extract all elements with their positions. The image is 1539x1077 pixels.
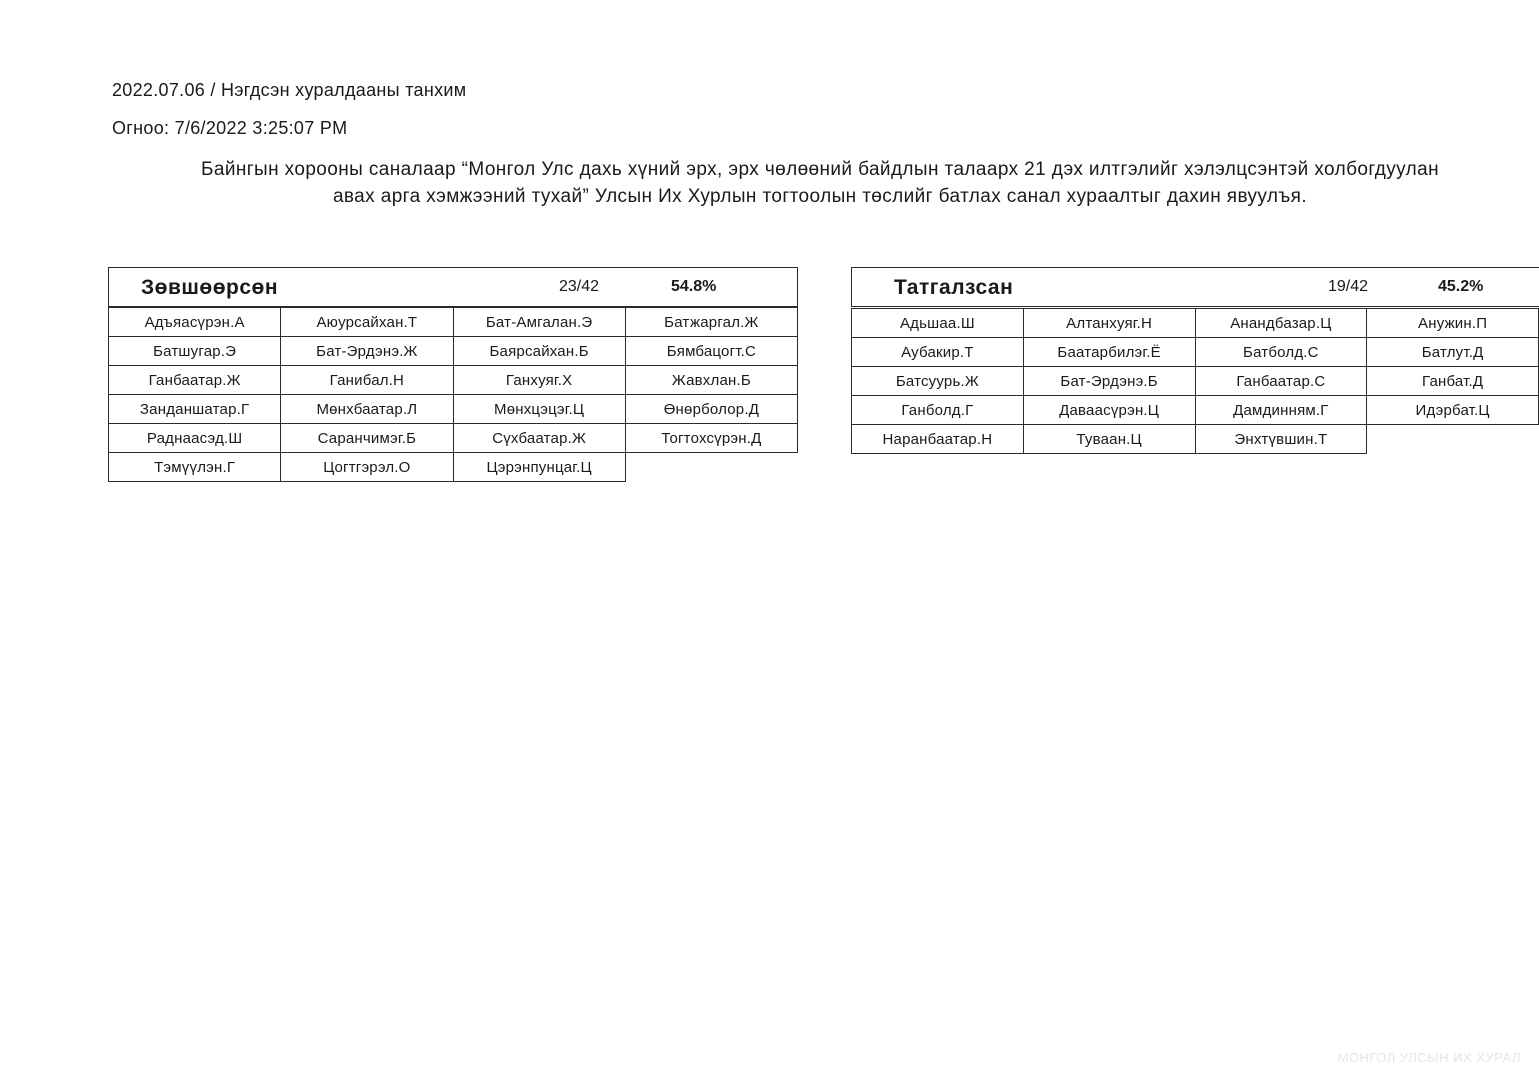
member-name-cell: Батлут.Д	[1367, 338, 1539, 367]
reject-count: 19/42	[1328, 278, 1369, 295]
member-name-cell: Ганболд.Г	[852, 396, 1024, 425]
table-row	[109, 366, 798, 395]
member-name-cell: Ганбаатар.Ж	[109, 366, 281, 395]
date-location: 2022.07.06 / Нэгдсэн хуралдааны танхим	[112, 80, 467, 100]
approve-header	[108, 267, 798, 307]
member-name-cell: Тэмүүлэн.Г	[109, 453, 281, 482]
timestamp: Огноо: 7/6/2022 3:25:07 PM	[112, 118, 348, 138]
member-name-cell: Анужин.П	[1367, 309, 1539, 338]
reject-percent: 45.2%	[1438, 278, 1484, 295]
member-name-cell	[1367, 425, 1539, 454]
member-name-cell: Бат-Эрдэнэ.Б	[1023, 367, 1195, 396]
member-name-cell: Баярсайхан.Б	[453, 337, 625, 366]
motion-line-2: авах арга хэмжээний тухай” Улсын Их Хурлын тогтоолын төслийг батлах санал хураалтыг дахин явуулъя.	[332, 186, 1308, 207]
approve-count: 23/42	[559, 278, 600, 295]
approve-percent: 54.8%	[671, 278, 717, 295]
member-name-cell: Наранбаатар.Н	[852, 425, 1024, 454]
member-name-cell: Занданшатар.Г	[109, 395, 281, 424]
member-name-cell: Сүхбаатар.Ж	[453, 424, 625, 453]
member-name-cell: Туваан.Ц	[1023, 425, 1195, 454]
member-name-cell: Анандбазар.Ц	[1195, 309, 1367, 338]
member-name-cell: Алтанхуяг.Н	[1023, 309, 1195, 338]
motion-text	[120, 156, 1520, 210]
table-row	[852, 425, 1539, 454]
table-row	[852, 367, 1539, 396]
member-name-cell: Бямбацогт.С	[625, 337, 797, 366]
table-row	[109, 395, 798, 424]
table-row	[109, 424, 798, 453]
member-name-cell: Дамдинням.Г	[1195, 396, 1367, 425]
table-row	[109, 308, 798, 337]
reject-title: Татгалзсан	[894, 276, 1014, 299]
member-name-cell: Саранчимэг.Б	[281, 424, 453, 453]
member-name-cell: Ганхуяг.Х	[453, 366, 625, 395]
member-name-cell: Даваасүрэн.Ц	[1023, 396, 1195, 425]
member-name-cell: Аюурсайхан.Т	[281, 308, 453, 337]
table-row	[109, 453, 798, 482]
member-name-cell: Батшугар.Э	[109, 337, 281, 366]
approve-title: Зөвшөөрсөн	[141, 276, 279, 299]
member-name-cell: Тогтохсүрэн.Д	[625, 424, 797, 453]
member-name-cell	[625, 453, 797, 482]
table-row	[109, 337, 798, 366]
member-name-cell: Ганибал.Н	[281, 366, 453, 395]
member-name-cell: Адьшаа.Ш	[852, 309, 1024, 338]
member-name-cell: Адъяасүрэн.А	[109, 308, 281, 337]
approve-names-table	[108, 307, 798, 482]
member-name-cell: Энхтүвшин.Т	[1195, 425, 1367, 454]
motion-line-1: Байнгын хорооны саналаар “Монгол Улс дахь хүний эрх, эрх чөлөөний байдлын талаарх 21 дэх илтгэлийг хэлэлцсэнтэй холбогдуулан	[200, 159, 1440, 180]
member-name-cell: Ганбат.Д	[1367, 367, 1539, 396]
member-name-cell: Аубакир.Т	[852, 338, 1024, 367]
member-name-cell: Баатарбилэг.Ё	[1023, 338, 1195, 367]
member-name-cell: Бат-Амгалан.Э	[453, 308, 625, 337]
member-name-cell: Цогтгэрэл.О	[281, 453, 453, 482]
table-row	[852, 338, 1539, 367]
table-row	[852, 396, 1539, 425]
member-name-cell: Батболд.С	[1195, 338, 1367, 367]
member-name-cell: Цэрэнпунцаг.Ц	[453, 453, 625, 482]
member-name-cell: Батсуурь.Ж	[852, 367, 1024, 396]
member-name-cell: Мөнхцэцэг.Ц	[453, 395, 625, 424]
member-name-cell: Жавхлан.Б	[625, 366, 797, 395]
member-name-cell: Бат-Эрдэнэ.Ж	[281, 337, 453, 366]
member-name-cell: Мөнхбаатар.Л	[281, 395, 453, 424]
reject-names-table	[851, 308, 1539, 454]
member-name-cell: Өнөрболор.Д	[625, 395, 797, 424]
table-row	[852, 309, 1539, 338]
reject-header	[851, 267, 1539, 307]
member-name-cell: Ганбаатар.С	[1195, 367, 1367, 396]
member-name-cell: Раднаасэд.Ш	[109, 424, 281, 453]
member-name-cell: Идэрбат.Ц	[1367, 396, 1539, 425]
watermark-text: МОНГОЛ УЛСЫН ИХ ХУРАЛ	[1337, 1050, 1521, 1065]
member-name-cell: Батжаргал.Ж	[625, 308, 797, 337]
